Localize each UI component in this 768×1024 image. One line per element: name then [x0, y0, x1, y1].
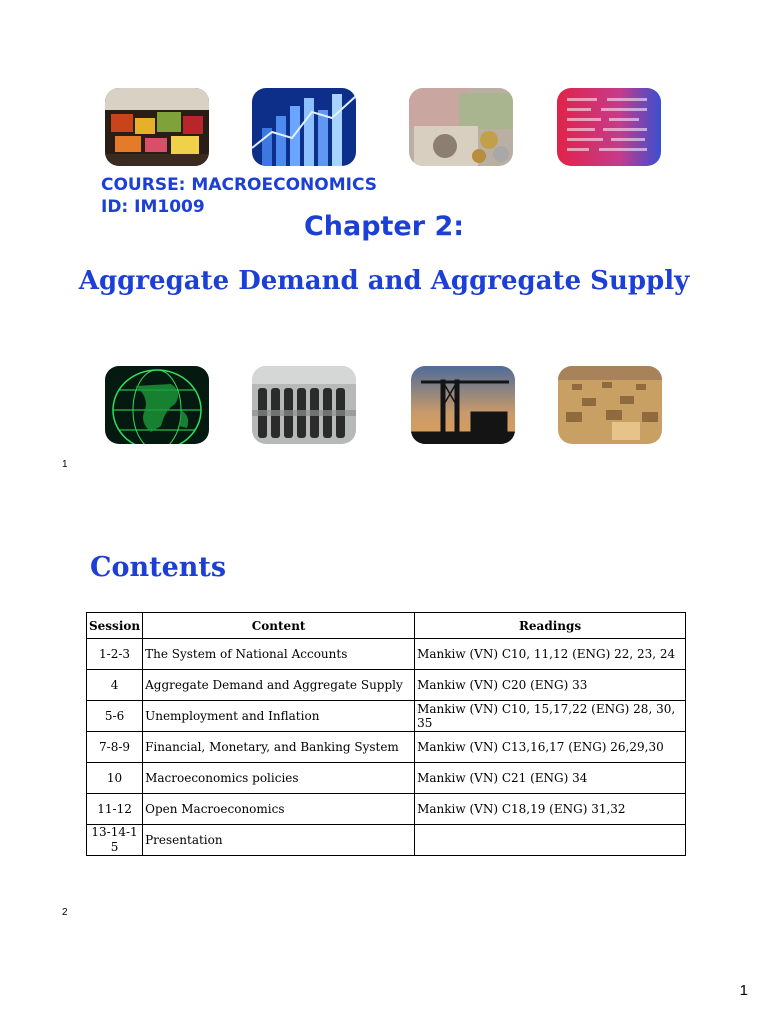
readings-cell: Mankiw (VN) C20 (ENG) 33: [415, 670, 686, 701]
page-number: 1: [739, 982, 748, 999]
table-header-row: [87, 613, 686, 639]
table-row: [87, 701, 686, 732]
stock-chart-image: [252, 88, 356, 166]
session-cell: 1-2-3: [87, 639, 143, 670]
chapter-title: Aggregate Demand and Aggregate Supply: [78, 266, 690, 296]
contents-table: [86, 612, 686, 856]
readings-cell: Mankiw (VN) C10, 15,17,22 (ENG) 28, 30, 35: [415, 701, 686, 732]
course-id: ID: IM1009: [101, 197, 205, 217]
hay-bales-image: [558, 366, 662, 444]
contents-title: Contents: [90, 552, 227, 583]
content-cell: Open Macroeconomics: [143, 794, 415, 825]
slide-number-1: 1: [62, 459, 68, 470]
content-cell: Unemployment and Inflation: [143, 701, 415, 732]
slide-number-2: 2: [62, 907, 68, 918]
content-cell: Aggregate Demand and Aggregate Supply: [143, 670, 415, 701]
content-cell: Financial, Monetary, and Banking System: [143, 732, 415, 763]
bottles-image: [252, 366, 356, 444]
financial-figures-image: [557, 88, 661, 166]
market-stall-image: [105, 88, 209, 166]
table-row: [87, 732, 686, 763]
table-row: [87, 763, 686, 794]
header-session: Session: [87, 613, 143, 639]
content-cell: The System of National Accounts: [143, 639, 415, 670]
chapter-heading: Chapter 2:: [303, 211, 465, 242]
currency-notes-image: [409, 88, 513, 166]
globe-image: [105, 366, 209, 444]
table-row: [87, 794, 686, 825]
port-crane-image: [411, 366, 515, 444]
table-row: [87, 825, 686, 856]
readings-cell: Mankiw (VN) C13,16,17 (ENG) 26,29,30: [415, 732, 686, 763]
readings-cell: Mankiw (VN) C10, 11,12 (ENG) 22, 23, 24: [415, 639, 686, 670]
readings-cell: Mankiw (VN) C21 (ENG) 34: [415, 763, 686, 794]
session-cell: 4: [87, 670, 143, 701]
header-readings: Readings: [415, 613, 686, 639]
session-cell: 13-14-15: [87, 825, 143, 856]
content-cell: Macroeconomics policies: [143, 763, 415, 794]
session-cell: 5-6: [87, 701, 143, 732]
course-name: COURSE: MACROECONOMICS: [101, 175, 377, 195]
header-content: Content: [143, 613, 415, 639]
table-row: [87, 639, 686, 670]
readings-cell: [415, 825, 686, 856]
session-cell: 10: [87, 763, 143, 794]
session-cell: 7-8-9: [87, 732, 143, 763]
session-cell: 11-12: [87, 794, 143, 825]
content-cell: Presentation: [143, 825, 415, 856]
table-row: [87, 670, 686, 701]
readings-cell: Mankiw (VN) C18,19 (ENG) 31,32: [415, 794, 686, 825]
